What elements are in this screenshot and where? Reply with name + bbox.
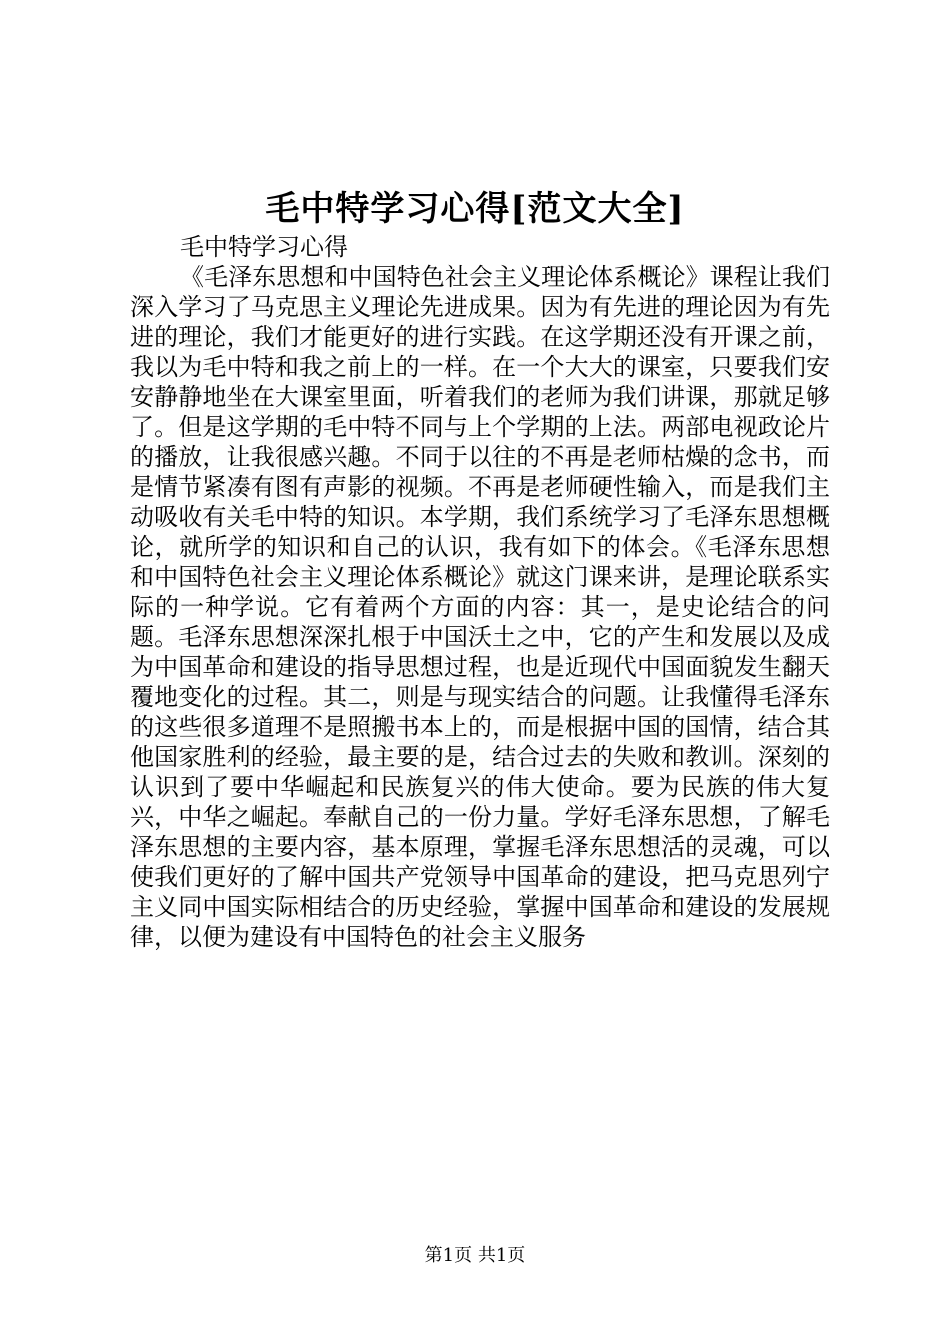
page-footer: 第1页 共1页 — [424, 1245, 526, 1266]
document-body — [130, 232, 830, 952]
page-title: 毛中特学习心得[范文大全] — [265, 189, 685, 229]
body-paragraph: 《毛泽东思想和中国特色社会主义理论体系概论》课程让我们深入学习了马克思主义理论先进成果。因为有先进的理论因为有先进的理论，我们才能更好的进行实践。在这学期还没有开课之前，我以为毛中特和我之前上的一样。在一个大大的课室，只要我们安安静静地坐在大课室里面，听着我们的老师为我们讲课，那就足够了。但是这学期的毛中特不同与上个学期的上法。两部电视政论片的播放，让我很感兴趣。不同于以往的不再是老师枯燥的念书，而是情节紧凑有图有声影的视频。不再是老师硬性输入，而是我们主动吸收有关毛中特的知识。本学期，我们系统学习了毛泽东思想概论，就所学的知识和自己的认识，我有如下的体会。《毛泽东思想和中国特色社会主义理论体系概论》就这门课来讲，是理论联系实际的一种学说。它有着两个方面的内容：其一，是史论结合的问题。毛泽东思想深深扎根于中国沃土之中，它的产生和发展以及成为中国革命和建设的指导思想过程，也是近现代中国面貌发生翻天覆地变化的过程。其二，则是与现实结合的问题。让我懂得毛泽东的这些很多道理不是照搬书本上的，而是根据中国的国情，结合其他国家胜利的经验，最主要的是，结合过去的失败和教训。深刻的认识到了要中华崛起和民族复兴的伟大使命。要为民族的伟大复兴，中华之崛起。奉献自己的一份力量。学好毛泽东思想，了解毛泽东思想的主要内容，基本原理，掌握毛泽东思想活的灵魂，可以使我们更好的了解中国共产党领导中国革命的建设，把马克思列宁主义同中国实际相结合的历史经验，掌握中国革命和建设的发展规律，以便为建设有中国特色的社会主义服务 — [130, 263, 830, 951]
document-subtitle: 毛中特学习心得 — [180, 233, 348, 261]
